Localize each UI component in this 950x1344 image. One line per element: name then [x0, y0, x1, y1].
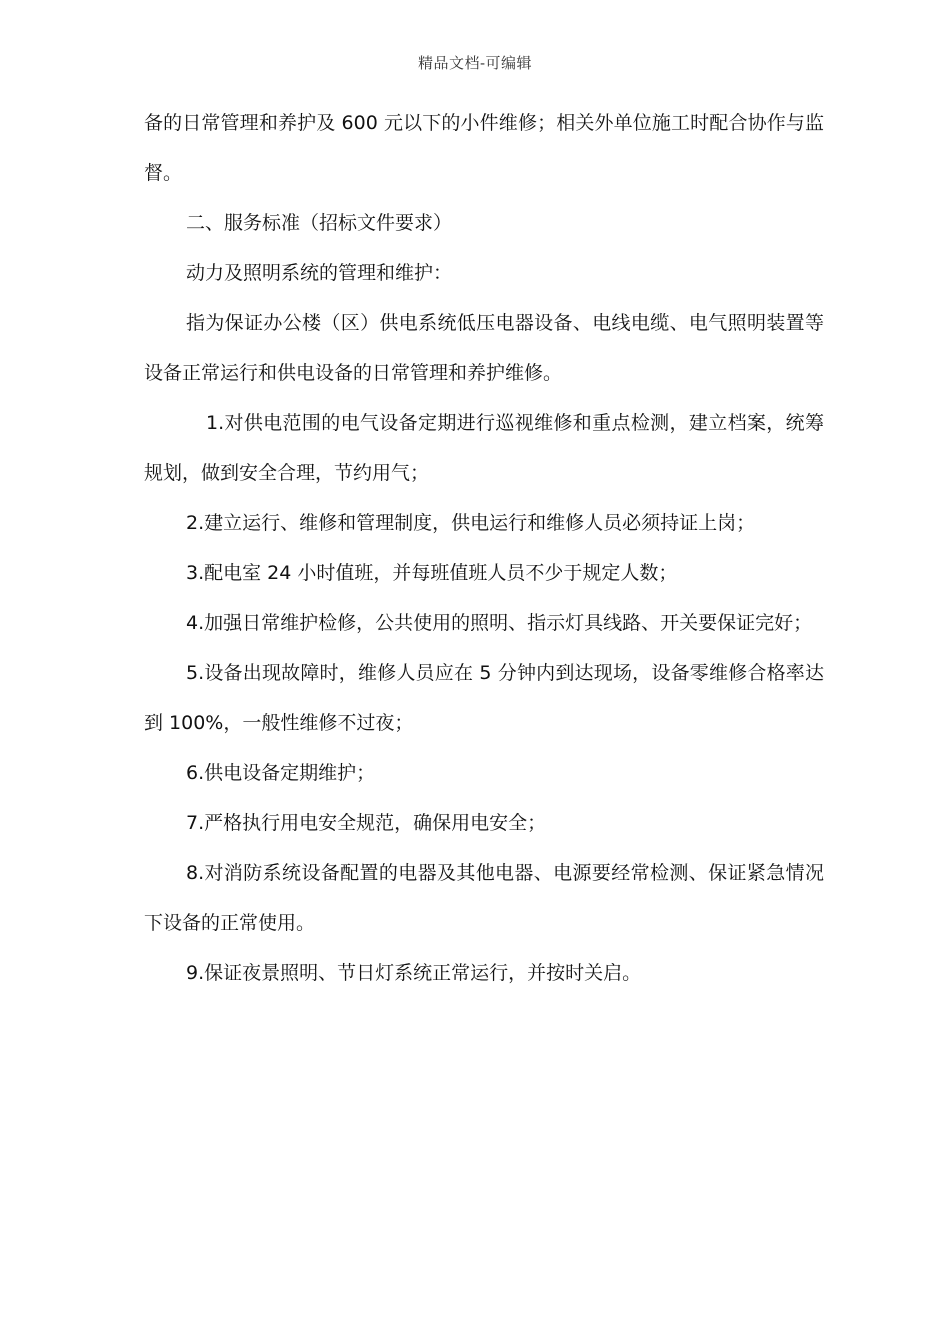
page-header: 精品文档-可编辑 — [417, 54, 533, 72]
section-heading-service-standards: 二、服务标准（招标文件要求） — [186, 212, 453, 234]
list-item-7: 7.严格执行用电安全规范，确保用电安全； — [186, 812, 547, 834]
list-item-5: 5.设备出现故障时，维修人员应在 5 分钟内到达现场，设备零维修合格率达到 100%，一般性维修不过夜； — [144, 662, 824, 734]
list-item-4: 4.加强日常维护检修，公共使用的照明、指示灯具线路、开关要保证完好； — [186, 612, 813, 634]
list-item-6: 6.供电设备定期维护； — [186, 762, 376, 784]
list-item-9: 9.保证夜景照明、节日灯系统正常运行，并按时关启。 — [186, 962, 642, 984]
subsection-heading-power-lighting: 动力及照明系统的管理和维护： — [186, 262, 453, 284]
list-item-3: 3.配电室 24 小时值班，并每班值班人员不少于规定人数； — [186, 562, 678, 584]
list-item-8: 8.对消防系统设备配置的电器及其他电器、电源要经常检测、保证紧急情况下设备的正常使用。 — [144, 862, 824, 934]
list-item-1: 1.对供电范围的电气设备定期进行巡视维修和重点检测，建立档案，统筹规划，做到安全合理，节约用气； — [144, 412, 824, 484]
document-body — [144, 98, 824, 998]
list-item-2: 2.建立运行、维修和管理制度，供电运行和维修人员必须持证上岗； — [186, 512, 756, 534]
paragraph-definition: 指为保证办公楼（区）供电系统低压电器设备、电线电缆、电气照明装置等设备正常运行和供电设备的日常管理和养护维修。 — [144, 312, 824, 384]
paragraph-continuation: 备的日常管理和养护及 600 元以下的小件维修；相关外单位施工时配合协作与监督。 — [144, 112, 824, 184]
